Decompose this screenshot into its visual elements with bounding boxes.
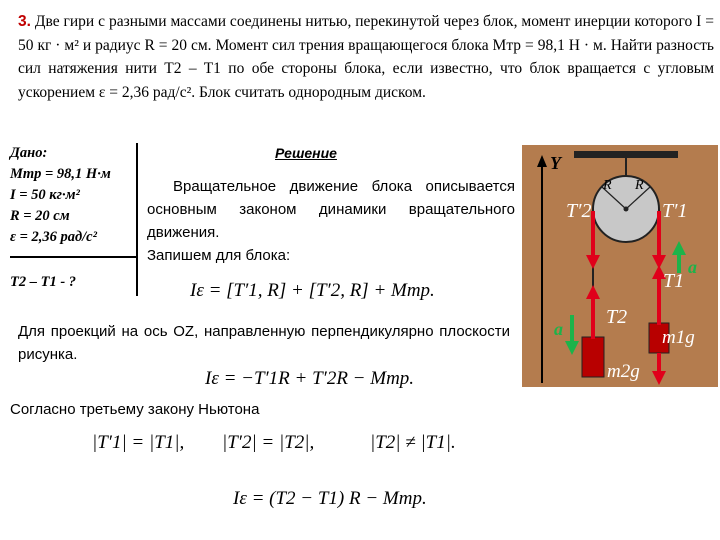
given-divider-horizontal: [10, 256, 138, 258]
label-T1: T1: [663, 270, 685, 292]
formula-newton-1: |T′1| = |T1|,: [92, 432, 185, 453]
formula-newton-2: |T′2| = |T2|,: [222, 432, 315, 453]
solution-text: [147, 175, 515, 267]
ceiling: [574, 151, 678, 158]
pulley-figure: [522, 145, 718, 387]
given-line-epsilon: ε = 2,36 рад/с²: [10, 229, 97, 245]
label-a-right: a: [688, 257, 697, 277]
mass-m2: [582, 337, 604, 377]
label-a-left: a: [554, 319, 563, 339]
label-m1g: m1g: [662, 327, 695, 348]
problem-text: Две гири с разными массами соединены нитью, перекинутой через блок, момент инерции которого I = 50 кг · м² и радиус R = 20 см. Момент сил трения вращающегося блока Mтр = 98,1 Н · м. Найти разность сил натяжения нити T2 – T1 по обе стороны блока, если известно, что блок вращается с угловым ускорением ε = 2,36 рад/с². Блок считать однородным диском.: [18, 13, 715, 101]
problem-statement: [18, 10, 714, 104]
formula-projection: Iε = −T′1R + T′2R − Mтр.: [205, 368, 415, 389]
solution-title: Решение: [275, 145, 337, 161]
given-block: [10, 143, 136, 293]
radius-label-right: R: [635, 178, 644, 193]
given-find: T2 – T1 - ?: [10, 274, 77, 290]
solution-paragraph-2: Запишем для блока:: [147, 247, 291, 264]
given-divider-vertical: [136, 143, 138, 296]
formula-vector-law: Iε = [T′1, R] + [T′2, R] + Mтр.: [190, 280, 435, 301]
label-T2: T2: [606, 306, 628, 328]
label-T2p: T′2: [566, 200, 592, 222]
projection-text: Для проекций на ось OZ, направленную перпендикулярно плоскости рисунка.: [18, 323, 510, 363]
newton-text: Согласно третьему закону Ньютона: [10, 401, 260, 418]
solution-paragraph-1: Вращательное движение блока описывается основным законом динамики вращательного движения.: [147, 178, 515, 241]
formula-final: Iε = (T2 − T1) R − Mтр.: [233, 488, 427, 509]
given-title: Дано:: [10, 145, 48, 161]
pulley-axle: [624, 207, 629, 212]
label-T1p: T′1: [662, 200, 688, 222]
y-axis-label: Y: [550, 153, 561, 173]
radius-label-left: R: [603, 178, 612, 193]
given-line-radius: R = 20 см: [10, 208, 70, 224]
label-m2g: m2g: [607, 361, 640, 382]
given-line-moment: Мтр = 98,1 Н·м: [10, 166, 111, 182]
problem-number: 3.: [18, 13, 31, 30]
formula-inequality: |T2| ≠ |T1|.: [370, 432, 456, 453]
given-line-inertia: I = 50 кг·м²: [10, 187, 80, 203]
